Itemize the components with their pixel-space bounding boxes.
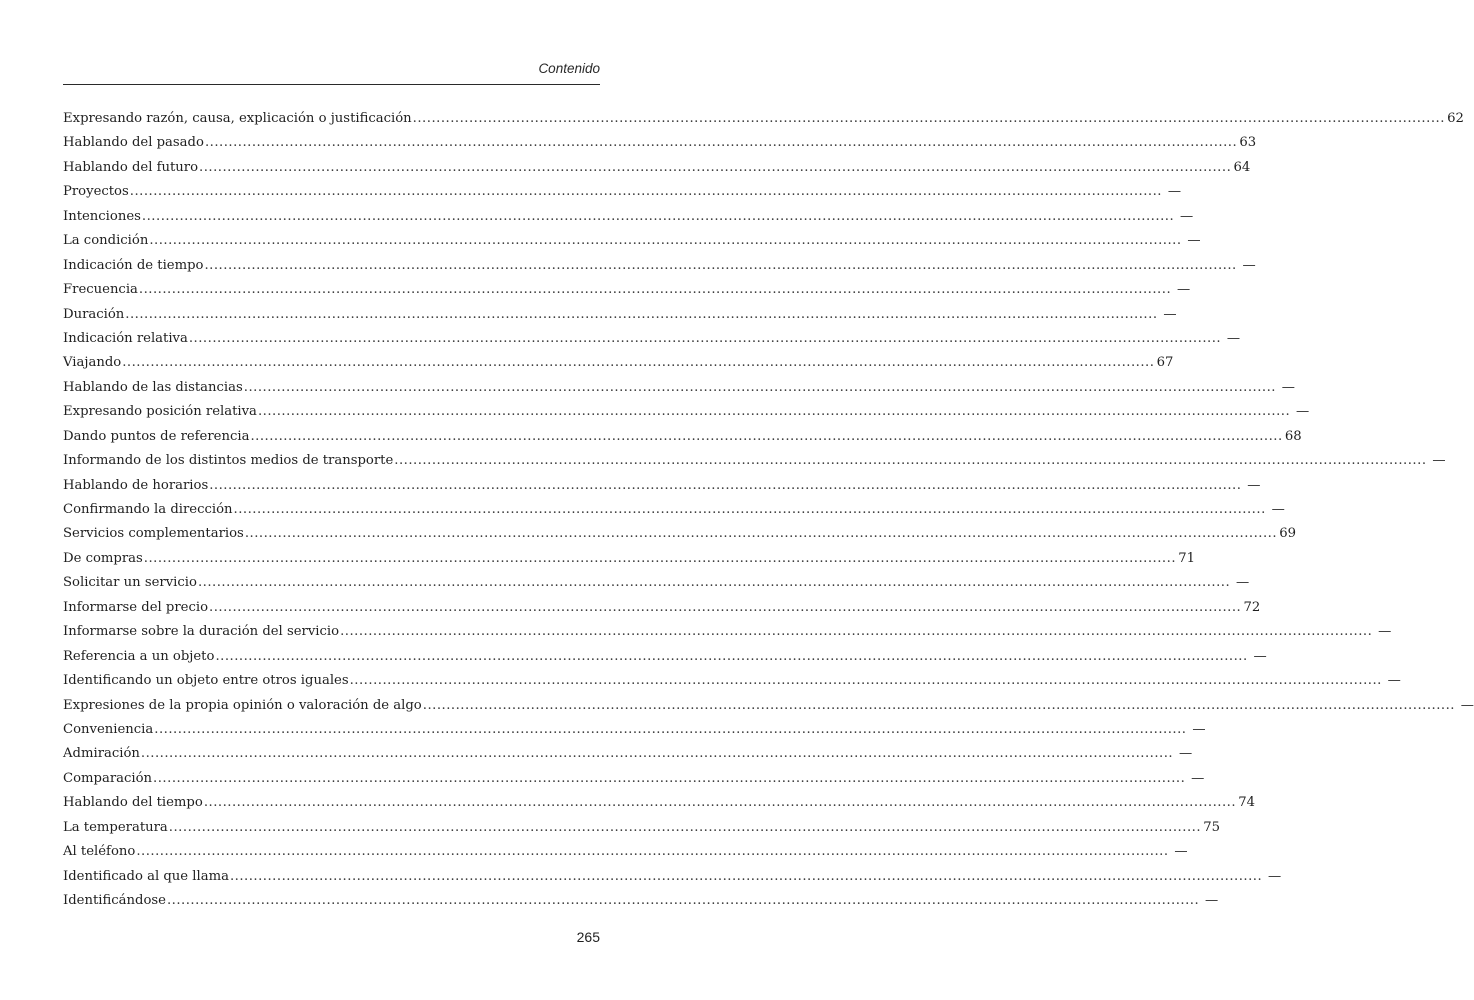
toc-entry-title: Servicios complementarios — [63, 526, 244, 542]
toc-entry — [63, 180, 1181, 204]
toc-entry-page: 63 — [1239, 135, 1257, 151]
toc-entry-page: 71 — [1178, 550, 1196, 566]
dot-leader: ............................................................................................................................................................................................................................ — [149, 233, 1182, 249]
toc-entry-title: Solicitar un servicio — [63, 575, 197, 591]
toc-entry-title: Hablando de horarios — [63, 477, 209, 493]
dot-leader: ............................................................................................................................................................................................................................ — [199, 159, 1232, 175]
dot-leader: ............................................................................................................................................................................................................................ — [154, 721, 1187, 737]
toc-entry — [63, 303, 1177, 327]
header-rule — [63, 84, 600, 85]
dot-leader: ............................................................................................................................................................................................................................ — [143, 550, 1177, 566]
toc-entry — [63, 229, 1201, 253]
toc-entry-title: De compras — [63, 550, 143, 566]
toc-entry — [63, 816, 1221, 840]
toc-entry — [63, 278, 1191, 302]
toc-entry — [63, 767, 1205, 791]
toc-entry — [63, 718, 1206, 742]
toc-entry-page: — — [1205, 893, 1219, 908]
dot-leader: ............................................................................................................................................................................................................................ — [138, 282, 1172, 298]
toc-entry-title: Intenciones — [63, 208, 141, 224]
dot-leader: ............................................................................................................................................................................................................................ — [394, 453, 1427, 469]
dot-leader: ............................................................................................................................................................................................................................ — [203, 795, 1237, 811]
dot-leader: ............................................................................................................................................................................................................................ — [250, 428, 1283, 444]
toc-entry-title: Al teléfono — [63, 844, 136, 860]
dot-leader: ............................................................................................................................................................................................................................ — [125, 306, 1158, 322]
toc-entry-page: — — [1235, 575, 1250, 591]
toc-entry-title: Informarse del precio — [63, 599, 209, 615]
toc-entry-page: — — [1247, 477, 1261, 493]
toc-entry-title: La temperatura — [63, 819, 168, 835]
toc-entry-page: 62 — [1447, 111, 1464, 126]
toc-entry-title: Informarse sobre la duración del servicio — [63, 624, 340, 640]
toc-entry-title: Identificando un objeto entre otros iguales — [63, 673, 349, 689]
toc-entry-page: 67 — [1156, 355, 1174, 371]
toc-entry — [63, 694, 1474, 718]
toc-entry — [63, 400, 1310, 424]
toc-entry-title: Frecuencia — [63, 282, 138, 298]
dot-leader: ............................................................................................................................................................................................................................ — [197, 575, 1231, 591]
toc-entry-page: 74 — [1238, 795, 1256, 811]
toc-entry-title: Identificándose — [63, 893, 166, 908]
dot-leader: ............................................................................................................................................................................................................................ — [136, 844, 1169, 860]
toc-entry-page: — — [1387, 673, 1401, 689]
toc-entry — [63, 596, 1261, 620]
toc-entry-title: Indicación relativa — [63, 330, 188, 346]
toc-entry-title: Informando de los distintos medios de transporte — [63, 453, 394, 469]
dot-leader: ............................................................................................................................................................................................................................ — [204, 135, 1238, 151]
toc-entry-page: — — [1176, 282, 1191, 298]
page-number: 265 — [576, 929, 600, 945]
dot-leader: ............................................................................................................................................................................................................................ — [412, 111, 1445, 126]
toc-entry-page: 75 — [1203, 819, 1221, 835]
dot-leader: ............................................................................................................................................................................................................................ — [209, 599, 1242, 615]
toc-entry-title: Hablando del futuro — [63, 159, 199, 175]
toc-entry — [63, 791, 1256, 815]
toc-entry-title: Hablando del pasado — [63, 135, 204, 151]
toc-entry-page: — — [1253, 648, 1267, 664]
toc-entry-title: Hablando del tiempo — [63, 795, 203, 811]
toc-entry — [63, 425, 1302, 449]
toc-entry-title: Expresando razón, causa, explicación o justificación — [63, 111, 412, 126]
toc-entry-title: La condición — [63, 233, 149, 249]
toc-entry-title: Dando puntos de referencia — [63, 428, 250, 444]
toc-entry-title: Identificado al que llama — [63, 868, 229, 884]
toc-entry-page: — — [1281, 379, 1295, 395]
toc-entry-title: Expresiones de la propia opinión o valoración de algo — [63, 697, 422, 713]
toc-entry-title: Duración — [63, 306, 125, 322]
dot-leader: ............................................................................................................................................................................................................................ — [122, 355, 1155, 371]
toc-entry — [63, 840, 1188, 864]
dot-leader: ............................................................................................................................................................................................................................ — [244, 526, 1278, 542]
toc-entry — [63, 351, 1174, 375]
dot-leader: ............................................................................................................................................................................................................................ — [168, 819, 1202, 835]
toc-entry-page: — — [1460, 697, 1474, 713]
dot-leader: ............................................................................................................................................................................................................................ — [141, 208, 1175, 224]
toc-entry-page: — — [1378, 624, 1392, 640]
toc-entry-title: Viajando — [63, 355, 122, 371]
toc-entry — [63, 107, 1464, 131]
toc-entry-title: Proyectos — [63, 184, 129, 200]
dot-leader: ............................................................................................................................................................................................................................ — [340, 624, 1373, 640]
dot-leader: ............................................................................................................................................................................................................................ — [129, 184, 1162, 200]
toc-entry — [63, 327, 1241, 351]
toc-entry — [63, 889, 1219, 913]
toc-entry-page: 68 — [1284, 428, 1302, 444]
toc-entry — [63, 571, 1250, 595]
toc-entry — [63, 669, 1401, 693]
dot-leader: ............................................................................................................................................................................................................................ — [153, 770, 1186, 786]
toc-entry-page: — — [1179, 208, 1194, 224]
toc-entry-page: — — [1187, 233, 1201, 249]
toc-entry-page: 69 — [1279, 526, 1297, 542]
dot-leader: ............................................................................................................................................................................................................................ — [166, 893, 1200, 908]
dot-leader: ............................................................................................................................................................................................................................ — [233, 502, 1266, 517]
toc-entry-page: — — [1226, 330, 1241, 346]
dot-leader: ............................................................................................................................................................................................................................ — [243, 379, 1276, 395]
toc-entry-page: — — [1174, 844, 1188, 860]
toc-entry — [63, 131, 1257, 155]
toc-entry-title: Referencia a un objeto — [63, 648, 215, 664]
toc-entry-title: Conveniencia — [63, 721, 154, 737]
toc-entry-page: 72 — [1243, 599, 1261, 615]
toc-entry-page: — — [1178, 746, 1193, 762]
toc-entry-page: — — [1191, 770, 1205, 786]
dot-leader: ............................................................................................................................................................................................................................ — [140, 746, 1174, 762]
toc-entry-page: — — [1192, 721, 1206, 737]
toc-entry-page: — — [1242, 257, 1256, 273]
toc-entry — [63, 620, 1392, 644]
toc-entry-page: — — [1167, 184, 1181, 200]
toc-entry-title: Confirmando la dirección — [63, 502, 233, 517]
toc-entry — [63, 522, 1297, 546]
toc-entry — [63, 547, 1196, 571]
dot-leader: ............................................................................................................................................................................................................................ — [257, 404, 1291, 420]
toc-entry — [63, 205, 1194, 229]
toc-entry — [63, 156, 1251, 180]
toc-entry-page: — — [1271, 502, 1285, 517]
toc-entry-title: Expresando posición relativa — [63, 404, 257, 420]
toc-entry — [63, 376, 1295, 400]
toc-entry — [63, 498, 1285, 522]
toc-entry-page: — — [1432, 453, 1446, 469]
toc-entry-title: Indicación de tiempo — [63, 257, 204, 273]
toc-entry-page: — — [1268, 868, 1282, 884]
toc-entry — [63, 645, 1267, 669]
toc-entry-page: — — [1163, 306, 1177, 322]
dot-leader: ............................................................................................................................................................................................................................ — [204, 257, 1237, 273]
toc-entry-title: Comparación — [63, 770, 153, 786]
running-header: Contenido — [538, 61, 600, 76]
toc-entry-page: — — [1295, 404, 1310, 420]
dot-leader: ............................................................................................................................................................................................................................ — [215, 648, 1248, 664]
dot-leader: ............................................................................................................................................................................................................................ — [422, 697, 1455, 713]
toc-entry — [63, 449, 1446, 473]
toc-entry-title: Hablando de las distancias — [63, 379, 243, 395]
toc-entry — [63, 254, 1256, 278]
dot-leader: ............................................................................................................................................................................................................................ — [209, 477, 1242, 493]
table-of-contents — [63, 107, 1474, 913]
toc-entry — [63, 742, 1193, 766]
toc-entry — [63, 865, 1282, 889]
toc-entry-page: 64 — [1233, 159, 1251, 175]
dot-leader: ............................................................................................................................................................................................................................ — [188, 330, 1222, 346]
toc-entry — [63, 474, 1261, 498]
dot-leader: ............................................................................................................................................................................................................................ — [349, 673, 1382, 689]
dot-leader: ............................................................................................................................................................................................................................ — [229, 868, 1263, 884]
toc-entry-title: Admiración — [63, 746, 140, 762]
